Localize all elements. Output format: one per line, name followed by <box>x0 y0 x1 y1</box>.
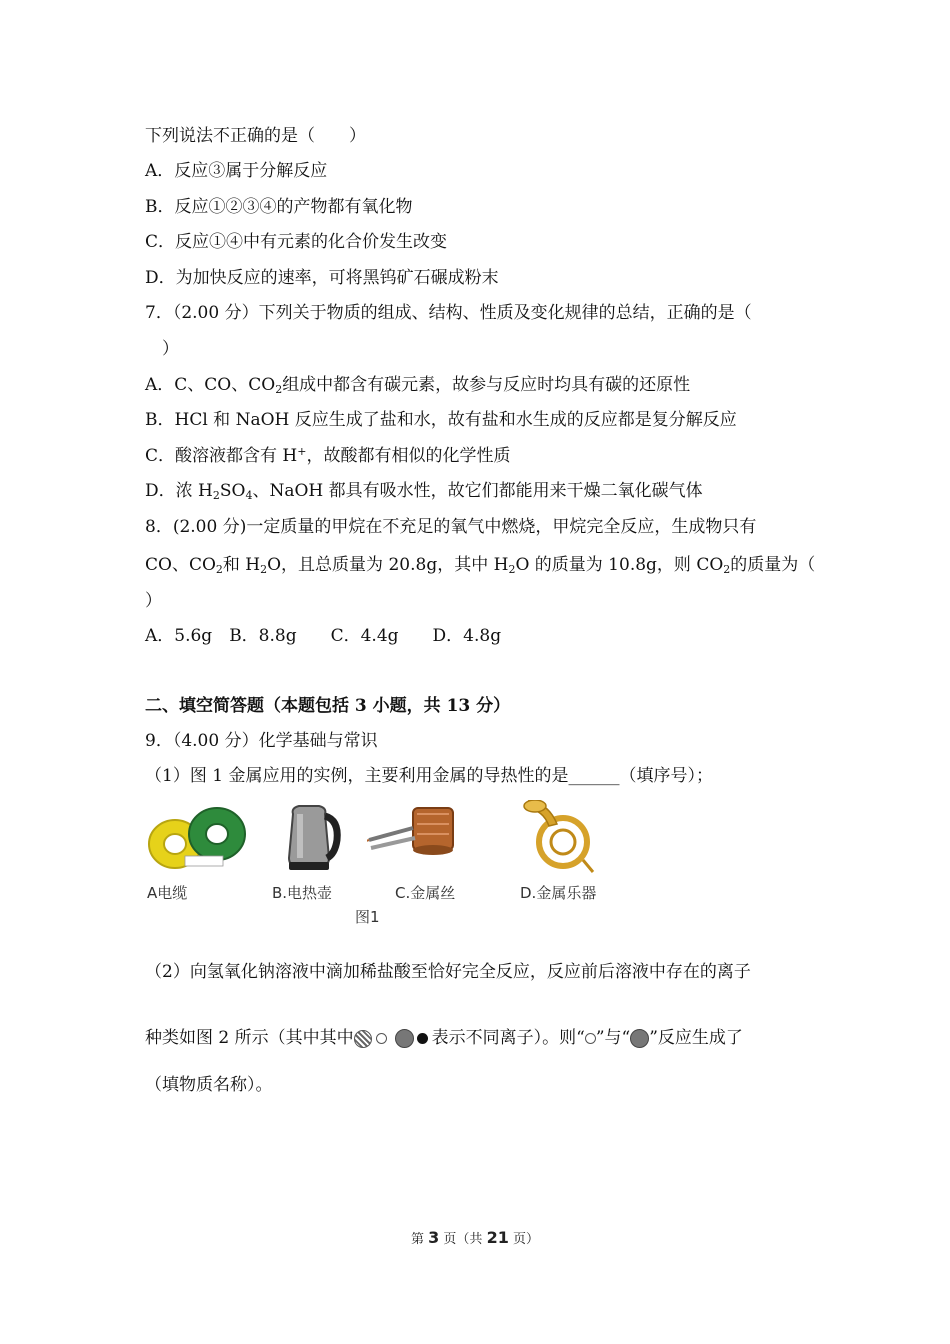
total-pages: 21 <box>486 1228 509 1247</box>
subscript: 4 <box>245 489 253 502</box>
french-horn-icon <box>523 800 603 880</box>
wire-icon <box>367 800 467 880</box>
q6-stem: 下列说法不正确的是（ ） <box>145 126 366 146</box>
cable-icon <box>145 800 255 880</box>
subscript: 2 <box>275 383 283 396</box>
q8-stem-line2 <box>145 554 815 576</box>
figure-caption-a: A电缆 <box>147 884 188 902</box>
q9-part1-text-rest: （填序号）； <box>619 766 713 786</box>
footer-text: 页） <box>512 1232 539 1247</box>
q9-part2-text: ”与“ <box>595 1028 631 1048</box>
q6-option-c: C．反应①④中有元素的化合价发生改变 <box>145 232 448 252</box>
subscript: 2 <box>723 563 731 576</box>
q6-option-a: A．反应③属于分解反应 <box>145 161 328 181</box>
q7-option-a-text: A．C、CO、CO <box>145 375 276 395</box>
q6-option-b: B．反应①②③④的产物都有氧化物 <box>145 197 413 217</box>
q7-option-d <box>145 480 703 502</box>
figure-caption-c: C.金属丝 <box>395 884 456 902</box>
figure-1 <box>145 800 625 930</box>
superscript: + <box>297 445 307 458</box>
q7-option-c-text-rest: ，故酸都有相似的化学性质 <box>306 446 511 466</box>
q7-option-d-formula: SO <box>219 481 246 501</box>
q8-options: A．5.6g B．8.8g C．4.4g D．4.8g <box>145 626 502 646</box>
page-number: 3 <box>428 1228 440 1247</box>
q7-stem: 7．（2.00 分）下列关于物质的组成、结构、性质及变化规律的总结，正确的是（ <box>145 303 752 323</box>
small-open-ion-icon <box>585 1033 596 1044</box>
footer-text: 第 <box>410 1232 424 1247</box>
q7-option-a-text-rest: 组成中都含有碳元素，故参与反应时均具有碳的还原性 <box>282 375 691 395</box>
q9-part2-text: 表示不同离子）。则“ <box>431 1028 585 1048</box>
page-footer <box>0 1228 950 1247</box>
footer-text: 页（共 <box>443 1232 483 1247</box>
subscript: 2 <box>212 489 220 502</box>
q8-stem-close: ） <box>145 591 162 611</box>
q6-option-d: D．为加快反应的速率，可将黑钨矿石碾成粉末 <box>145 268 499 288</box>
q9-part1 <box>145 765 713 787</box>
hatched-ion-icon <box>354 1030 372 1048</box>
figure-caption-b: B.电热壶 <box>272 884 333 902</box>
q9-part2: （2）向氢氧化钠溶液中滴加稀盐酸至恰好完全反应，反应前后溶液中存在的离子 <box>145 962 751 982</box>
q9-part2-line3: （填物质名称）。 <box>145 1075 273 1095</box>
grey-ion-icon <box>630 1029 649 1048</box>
subscript: 2 <box>508 563 516 576</box>
q8-text: 的质量为（ <box>730 555 816 575</box>
small-open-ion-icon <box>376 1033 387 1044</box>
q7-option-c <box>145 445 510 467</box>
q7-option-b: B．HCl 和 NaOH 反应生成了盐和水，故有盐和水生成的反应都是复分解反应 <box>145 410 737 430</box>
q7-option-a <box>145 374 690 396</box>
subscript: 2 <box>215 563 223 576</box>
q9-stem: 9．（4.00 分）化学基础与常识 <box>145 731 378 751</box>
q7-option-d-text: D．浓 H <box>145 481 213 501</box>
q7-option-c-text: C．酸溶液都含有 H <box>145 446 298 466</box>
q7-stem-close: ） <box>162 339 179 359</box>
q8-text: O 的质量为 10.8g，则 CO <box>515 555 724 575</box>
q8-text: O，且总质量为 20.8g，其中 H <box>267 555 509 575</box>
q8-text: 和 H <box>222 555 261 575</box>
figure-title: 图1 <box>355 908 380 926</box>
section-heading: 二、填空简答题（本题包括 3 小题，共 13 分） <box>145 696 511 716</box>
q8-text: CO、CO <box>145 555 216 575</box>
grey-ion-icon <box>395 1029 414 1048</box>
answer-blank[interactable]: ______ <box>568 766 620 786</box>
q7-option-d-text-rest: 、NaOH 都具有吸水性，故它们都能用来干燥二氧化碳气体 <box>252 481 703 501</box>
q8-stem: 8．(2.00 分)一定质量的甲烷在不充足的氧气中燃烧，甲烷完全反应，生成物只有 <box>145 517 757 537</box>
black-ion-icon <box>417 1033 428 1044</box>
figure-caption-d: D.金属乐器 <box>520 884 597 902</box>
q9-part1-text: （1）图 1 金属应用的实例，主要利用金属的导热性的是 <box>145 766 569 786</box>
q9-part2-text: ”反应生成了 <box>649 1028 743 1048</box>
kettle-icon <box>277 800 347 880</box>
q9-part2-line2 <box>145 1027 743 1049</box>
subscript: 2 <box>260 563 268 576</box>
q9-part2-text: 种类如图 2 所示（其中其中 <box>145 1028 354 1048</box>
